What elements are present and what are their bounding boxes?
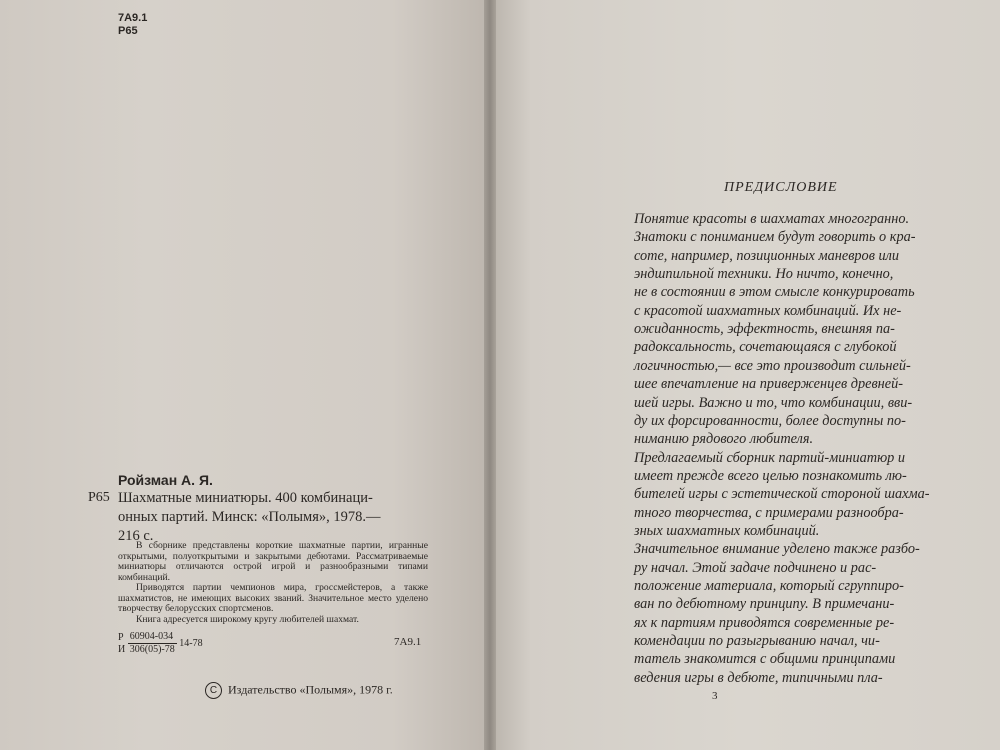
catalog-numerator: 60904-034 [128, 631, 177, 644]
catalog-code [118, 631, 203, 656]
preface-line: соте, например, позиционных маневров или [634, 247, 900, 264]
bibliographic-line: Шахматные миниатюры. 400 комбинаци- [118, 490, 373, 506]
preface-line: ведения игры в дебюте, типичными пла- [634, 669, 883, 686]
preface-line: ях к партиям приводятся современные ре- [634, 614, 895, 631]
catalog-code-right: 7А9.1 [394, 636, 422, 648]
preface-line: с красотой шахматных комбинаций. Их не- [634, 302, 902, 319]
bibliographic-record [118, 489, 381, 546]
preface-line: ожиданность, эффектность, внешняя па- [634, 321, 895, 338]
copyright-icon: C [205, 682, 222, 699]
corner-code-line-1: 7А9.1 [118, 12, 148, 24]
preface-line: татель знакомится с общими принципами [634, 651, 896, 668]
author-name: Ройзман А. Я. [118, 472, 213, 488]
bibliographic-line: 216 с. [118, 528, 154, 544]
preface-line: Понятие красоты в шахматах многогранно. [634, 211, 910, 227]
preface-line: имеет прежде всего целью познакомить лю- [634, 467, 907, 484]
page-number: 3 [712, 690, 718, 702]
annotation [118, 541, 428, 625]
catalog-code-letters [118, 632, 125, 656]
preface-line: шее впечатление на приверженцев древней- [634, 376, 904, 393]
copyright-text: Издательство «Полымя», 1978 г. [228, 682, 393, 697]
annotation-paragraph: Книга адресуется широкому кругу любителей шахмат. [136, 613, 359, 625]
preface-line: ван по дебютному принципу. В примечани- [634, 596, 895, 613]
preface-line: зных шахматных комбинаций. [634, 522, 820, 539]
preface-heading: ПРЕДИСЛОВИЕ [724, 180, 838, 195]
preface-line: эндшпильной техники. Но ничто, конечно, [634, 266, 894, 283]
preface-line: радоксальность, сочетающаяся с глубокой [634, 339, 897, 356]
catalog-suffix: 14-78 [179, 637, 203, 649]
preface-line: ниманию рядового любителя. [634, 431, 814, 448]
preface-line: Предлагаемый сборник партий-миниатюр и [634, 449, 906, 466]
bibliographic-line: онных партий. Минск: «Полымя», 1978.— [118, 509, 381, 525]
corner-code-line-2: Р65 [118, 25, 138, 37]
annotation-paragraph: Приводятся партии чемпионов мира, гроссмейстеров, а также шахматистов, не имеющих высоких званий. Значительное место уделено творчеству белорусских спортсменов. [118, 582, 428, 614]
preface-line: Значительное внимание уделено также разбо- [634, 541, 920, 558]
preface-line: комендации по разыгрыванию начал, чи- [634, 633, 880, 650]
call-number: Р65 [88, 490, 110, 505]
catalog-code-fraction [128, 631, 177, 656]
copyright-line [205, 682, 393, 699]
preface-line: бителей игры с эстетической стороной шахма- [634, 486, 930, 503]
preface-line: ру начал. Этой задаче подчинено и рас- [634, 559, 877, 576]
catalog-denominator: 306(05)-78 [129, 644, 175, 655]
right-page [490, 0, 1000, 750]
catalog-letter-bottom: И [118, 643, 126, 655]
left-page [0, 0, 490, 750]
preface-line: логичностью,— все это производит сильней- [634, 357, 911, 374]
preface-line: не в состоянии в этом смысле конкурировать [634, 284, 915, 301]
preface-line: шей игры. Важно и то, что комбинации, вви- [634, 394, 913, 411]
book-spine [484, 0, 496, 750]
preface-line: тного творчества, с примерами разнообра- [634, 504, 904, 521]
catalog-letter-top: Р [118, 631, 124, 643]
annotation-paragraph: В сборнике представлены короткие шахматные партии, игранные открытыми, полуоткрытыми и закрытыми дебютами. Рассматриваемые миниатюры отличаются острой игрой и разнообразными типами комбинаций. [118, 540, 428, 583]
preface-line: положение материала, который сгруппиро- [634, 578, 904, 594]
preface-line: Знатоки с пониманием будут говорить о кра- [634, 229, 916, 246]
preface-line: ду их форсированности, более доступны по- [634, 412, 906, 429]
